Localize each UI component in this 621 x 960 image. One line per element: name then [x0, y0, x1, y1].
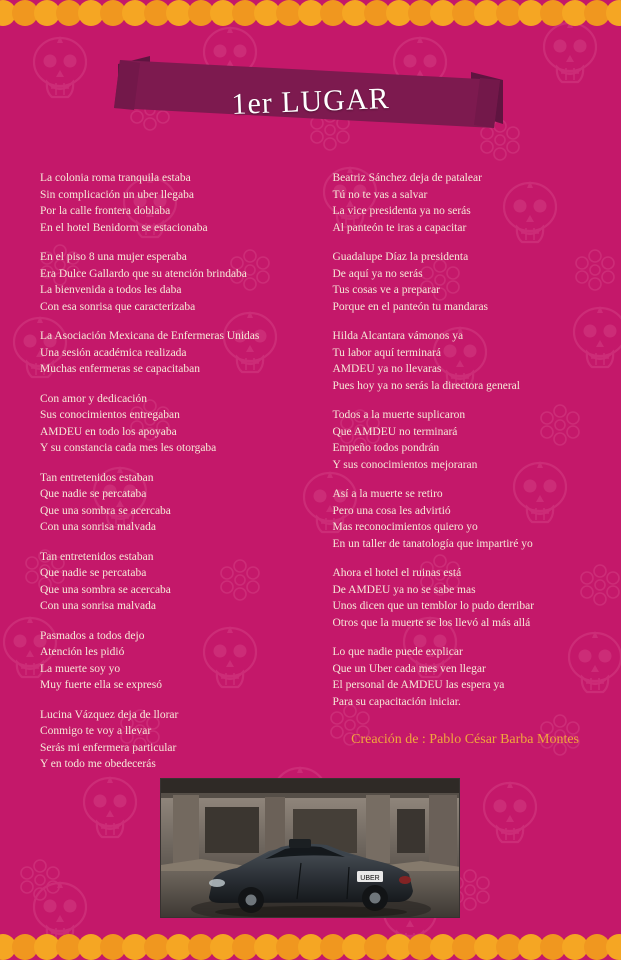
stanza: [333, 249, 604, 315]
stanza: [333, 644, 604, 710]
poem-line: Tus cosas ve a preparar: [332, 284, 441, 296]
stanza: [40, 391, 297, 457]
poem-line: Otros que la muerte se los llevó al más allá: [332, 616, 531, 629]
stanza: [40, 328, 297, 378]
svg-text:UBER: UBER: [360, 875, 380, 882]
poem-line: Tu labor aquí terminará: [332, 346, 441, 359]
stanza: [40, 707, 297, 773]
poem-line: Unos dicen que un temblor lo pudo derribar: [332, 600, 535, 612]
poem-line: Conmigo te voy a llevar: [40, 725, 152, 737]
poem-line: Lucina Vázquez deja de llorar: [40, 708, 179, 721]
poem-line: Tú no te vas a salvar: [332, 188, 428, 201]
poem-line: AMDEU en todo los apoyaba: [40, 425, 177, 438]
poem-line: Hilda Alcantara vámonos ya: [332, 330, 464, 342]
photo-uber-car: [160, 778, 460, 918]
poem-line: Que una sombra se acercaba: [40, 583, 171, 596]
poem-line: El personal de AMDEU las espera ya: [332, 679, 505, 691]
poem-line: Por la calle frontera doblaba: [40, 205, 171, 217]
poem-line: Sin complicación un uber llegaba: [40, 188, 194, 201]
poem-line: Con una sonrisa malvada: [40, 600, 156, 612]
poem-line: Tan entretenidos estaban: [40, 550, 154, 563]
poem-line: Que un Uber cada mes ven llegar: [332, 662, 486, 675]
poem-line: Beatriz Sánchez deja de patalear: [332, 172, 482, 184]
poem-column-right: [311, 170, 621, 730]
poem-line: Guadalupe Díaz la presidenta: [332, 251, 469, 263]
marigold-petal: [606, 0, 621, 26]
poem-line: Pues hoy ya no serás la directora general: [332, 379, 520, 392]
poem-line: Tan entretenidos estaban: [40, 471, 154, 484]
poem-line: Con amor y dedicación: [40, 392, 147, 405]
poem-line: Para su capacitación iniciar.: [332, 695, 461, 708]
stanza: [333, 565, 604, 631]
poem-line: Una sesión académica realizada: [40, 346, 187, 359]
poem-line: Con esa sonrisa que caracterizaba: [40, 300, 196, 313]
poem-line: La Asociación Mexicana de Enfermeras Unidas: [40, 330, 260, 342]
marigold-petal: [606, 934, 621, 960]
stanza: [333, 170, 604, 236]
poem-line: AMDEU ya no llevaras: [332, 363, 442, 375]
author-credit: Creación de : Pablo César Barba Montes: [351, 732, 579, 747]
stanza: [40, 170, 297, 236]
poem-line: Muy fuerte ella se expresó: [40, 679, 162, 691]
poem-line: Lo que nadie puede explicar: [332, 646, 463, 658]
poem-line: Pasmados a todos dejo: [40, 629, 145, 642]
poem-line: Ahora el hotel el ruinas está: [332, 567, 462, 579]
stanza: [40, 249, 297, 315]
poem-line: Sus conocimientos entregaban: [40, 409, 180, 421]
poem-line: La muerte soy yo: [40, 662, 121, 675]
poem-line: Con una sonrisa malvada: [40, 521, 156, 533]
poem-line: Porque en el panteón tu mandaras: [332, 300, 489, 313]
poem-line: Y su constancia cada mes les otorgaba: [40, 442, 217, 454]
poem-line: En el hotel Benidorm se estacionaba: [40, 221, 208, 234]
poem-line: Que AMDEU no terminará: [332, 425, 458, 438]
bottom-decorative-border: [0, 934, 621, 960]
stanza: [333, 486, 604, 552]
poem-line: De aquí ya no serás: [332, 267, 423, 280]
poem-line: Al panteón te iras a capacitar: [332, 221, 467, 234]
poem-line: Era Dulce Gallardo que su atención brindaba: [40, 267, 247, 280]
page-title: 1er LUGAR: [230, 81, 391, 122]
stanza: [333, 328, 604, 394]
poem-line: Y sus conocimientos mejoraran: [332, 458, 478, 471]
poem-line: En el piso 8 una mujer esperaba: [40, 251, 187, 263]
poem-line: Serás mi enfermera particular: [40, 741, 177, 754]
poem-column-left: [0, 170, 311, 770]
stanza: [40, 628, 297, 694]
poem-line: Así a la muerte se retiro: [332, 488, 443, 500]
poem-line: Que nadie se percataba: [40, 567, 147, 579]
stanza: [40, 470, 297, 536]
poem-line: Que una sombra se acercaba: [40, 504, 171, 517]
poem-line: Todos a la muerte suplicaron: [332, 409, 466, 421]
stanza: [333, 407, 604, 473]
poem-line: La bienvenida a todos les daba: [40, 284, 182, 296]
poem-line: La colonia roma tranquila estaba: [40, 172, 191, 184]
poem-line: Muchas enfermeras se capacitaban: [40, 363, 200, 375]
poem-line: Mas reconocimientos quiero yo: [332, 521, 478, 533]
poem-line: Que nadie se percataba: [40, 488, 147, 500]
poem-line: Atención les pidió: [40, 646, 125, 658]
stanza: [40, 549, 297, 615]
poem-line: Pero una cosa les advirtió: [332, 504, 451, 517]
poem-line: De AMDEU ya no se sabe mas: [332, 583, 476, 596]
top-decorative-border: [0, 0, 621, 26]
poem-line: La vice presidenta ya no serás: [332, 205, 471, 217]
poem-line: Empeño todos pondrán: [332, 442, 440, 454]
poem-line: Y en todo me obedecerás: [40, 758, 156, 770]
poem-line: En un taller de tanatología que impartiré yo: [332, 537, 533, 550]
